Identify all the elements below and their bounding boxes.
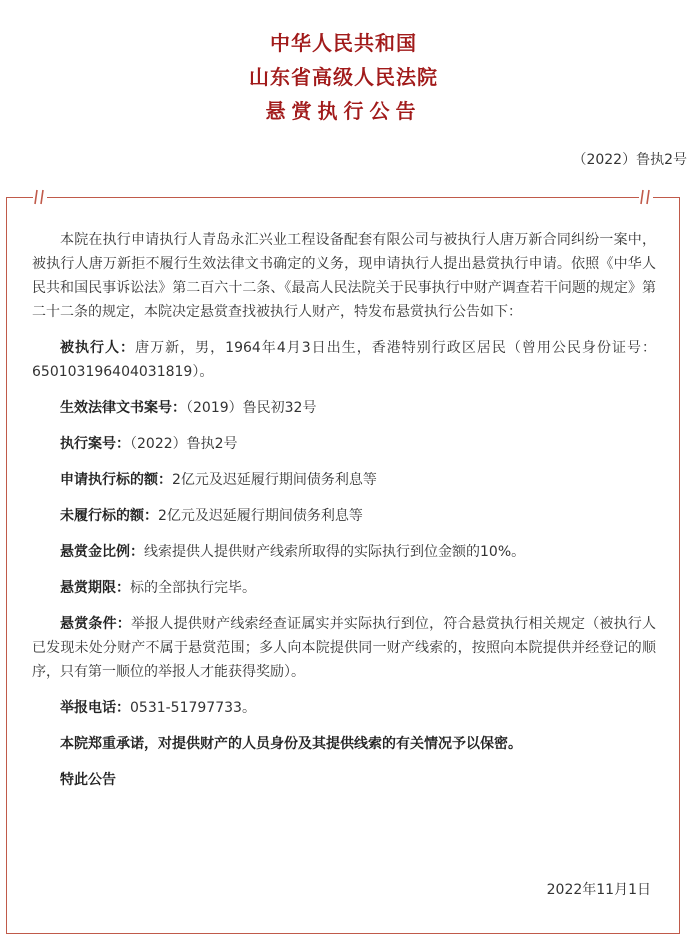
title-country: 中华人民共和国 xyxy=(270,31,417,55)
confidentiality-statement: 本院郑重承诺，对提供财产的人员身份及其提供线索的有关情况予以保密。 xyxy=(60,736,522,752)
reward-ratio-value: 线索提供人提供财产线索所取得的实际执行到位金额的10%。 xyxy=(144,544,526,560)
notice-body xyxy=(32,228,656,804)
unpaid-amount-paragraph xyxy=(32,504,656,528)
reward-ratio-paragraph xyxy=(32,540,656,564)
case-number-top: （2022）鲁执2号 xyxy=(572,152,687,168)
reward-ratio-label: 悬赏金比例： xyxy=(60,544,144,560)
quote-mark-icon xyxy=(33,189,47,205)
title-notice: 悬赏执行公告 xyxy=(265,99,422,123)
phone-label: 举报电话： xyxy=(60,700,130,716)
unpaid-amount-value: 2亿元及迟延履行期间债务利息等 xyxy=(158,508,363,524)
title-court: 山东省高级人民法院 xyxy=(249,65,438,89)
reward-period-label: 悬赏期限： xyxy=(60,580,130,596)
quote-mark-icon xyxy=(639,189,653,205)
intro-paragraph: 本院在执行申请执行人青岛永汇兴业工程设备配套有限公司与被执行人唐万新合同纠纷一案中，被执行人唐万新拒不履行生效法律文书确定的义务，现申请执行人提出悬赏执行申请。依照《中华人民共和国民事诉讼法》第二百六十二条、《最高人民法院关于民事执行中财产调查若干问题的规定》第二十二条的规定，本院决定悬赏查找被执行人财产，特发布悬赏执行公告如下： xyxy=(32,232,656,320)
judgment-no-value: （2019）鲁民初32号 xyxy=(186,400,317,416)
unpaid-amount-label: 未履行标的额： xyxy=(60,508,158,524)
execution-no-label: 执行案号： xyxy=(60,436,130,452)
debtor-value: 唐万新，男，1964年4月3日出生，香港特别行政区居民（曾用公民身份证号：650103196404031819）。 xyxy=(32,340,656,380)
debtor-paragraph xyxy=(32,336,656,384)
execution-no-value: （2022）鲁执2号 xyxy=(130,436,238,452)
applied-amount-label: 申请执行标的额： xyxy=(60,472,172,488)
reward-conditions-paragraph xyxy=(32,612,656,684)
reward-conditions-label: 悬赏条件： xyxy=(60,616,131,632)
debtor-label: 被执行人： xyxy=(60,340,136,356)
reward-period-paragraph xyxy=(32,576,656,600)
judgment-no-paragraph xyxy=(32,396,656,420)
reward-period-value: 标的全部执行完毕。 xyxy=(130,580,256,596)
phone-value: 0531-51797733。 xyxy=(130,700,256,716)
applied-amount-paragraph xyxy=(32,468,656,492)
closing-statement: 特此公告 xyxy=(60,772,116,788)
execution-no-paragraph xyxy=(32,432,656,456)
applied-amount-value: 2亿元及迟延履行期间债务利息等 xyxy=(172,472,377,488)
notice-date: 2022年11月1日 xyxy=(546,882,651,898)
reward-conditions-value: 举报人提供财产线索经查证属实并实际执行到位，符合悬赏执行相关规定（被执行人已发现未处分财产不属于悬赏范围；多人向本院提供同一财产线索的，按照向本院提供并经登记的顺序，只有第一顺位的举报人才能获得奖励）。 xyxy=(32,616,657,680)
notice-title-block xyxy=(0,26,687,128)
judgment-no-label: 生效法律文书案号： xyxy=(60,400,186,416)
phone-paragraph xyxy=(32,696,656,720)
